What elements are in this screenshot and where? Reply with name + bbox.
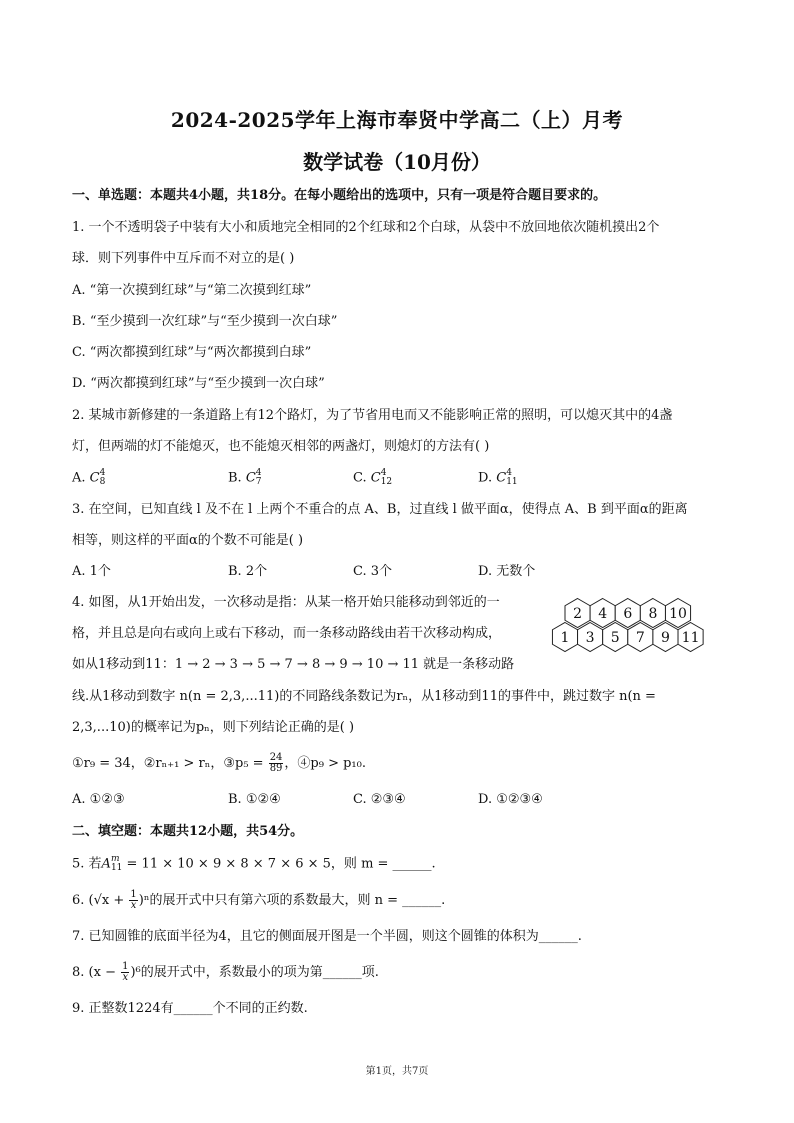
q4-hexagon-figure <box>548 597 718 657</box>
q1-option-c: C. “两次都摸到红球”与“两次都摸到白球” <box>72 345 312 360</box>
hexagon-label-8: 8 <box>648 606 658 622</box>
q1-stem-line2: 球．则下列事件中互斥而不对立的是( ) <box>72 251 295 266</box>
q5 <box>72 855 436 874</box>
q8 <box>72 962 379 983</box>
q4-fraction-numerator: 24 <box>269 752 283 763</box>
hexagon-row-top <box>565 599 691 628</box>
q2-option-c <box>353 469 392 488</box>
q7: 7. 已知圆锥的底面半径为4，且它的侧面展开图是一个半圆，则这个圆锥的体积为______. <box>72 929 582 944</box>
q2-option-d-label: D. <box>478 470 497 486</box>
q3-option-d: D. 无数个 <box>478 564 536 579</box>
q3-option-b: B. 2个 <box>228 564 268 579</box>
q8-prefix: 8. (x − <box>72 965 121 980</box>
q3-stem-line1: 3. 在空间，已知直线 l 及不在 l 上两个不重合的点 A、B，过直线 l 做平面α，使得点 A、B 到平面α的距离 <box>72 502 688 517</box>
q2-option-a-label: A. <box>72 470 90 486</box>
q4-option-a: A. ①②③ <box>72 792 125 807</box>
q4-stem-line2: 格，并且总是向右或向上或右下移动，而一条移动路线由若干次移动构成， <box>72 626 502 641</box>
q6 <box>72 890 445 911</box>
q4-stem-line5: 2,3,...10)的概率记为pₙ，则下列结论正确的是( ) <box>72 720 355 735</box>
q2-option-b-sub: 7 <box>255 477 262 487</box>
q5-prefix: 5. 若 <box>72 856 102 872</box>
q4-conditions <box>72 753 366 774</box>
q5-a-sup: m <box>110 854 120 864</box>
q3-option-a: A. 1个 <box>72 564 111 579</box>
q2-option-c-sup: 4 <box>380 468 387 478</box>
q9: 9. 正整数1224有______个不同的正约数. <box>72 1001 308 1016</box>
q2-option-c-sub: 12 <box>380 477 393 487</box>
q6-fraction <box>129 890 137 911</box>
q6-suffix: )ⁿ的展开式中只有第六项的系数最大，则 n = ______. <box>138 893 446 908</box>
exam-title: 2024-2025学年上海市奉贤中学高二（上）月考 <box>170 108 624 132</box>
q5-suffix: = 11 × 10 × 9 × 8 × 7 × 6 × 5，则 m = ______. <box>122 856 436 872</box>
q2-stem-line2: 灯，但两端的灯不能熄灭，也不能熄灭相邻的两盏灯，则熄灯的方法有( ) <box>72 439 490 454</box>
section-1-heading: 一、单选题：本题共4小题，共18分。在每小题给出的选项中，只有一项是符合题目要求的。 <box>72 188 607 203</box>
q4-fraction <box>269 753 284 774</box>
hexagon-label-6: 6 <box>623 606 633 622</box>
q1-option-d: D. “两次都摸到红球”与“至少摸到一次白球” <box>72 376 325 391</box>
section-2-heading: 二、填空题：本题共12小题，共54分。 <box>72 824 304 839</box>
q4-stem-line4: 线.从1移动到数字 n(n = 2,3,...11)的不同路线条数记为rₙ，从1移动到11的事件中，跳过数字 n(n = <box>72 689 656 704</box>
page-footer: 第1页，共7页 <box>365 1066 429 1077</box>
q1-option-a: A. “第一次摸到红球”与“第二次摸到红球” <box>72 283 312 298</box>
q2-option-a-symbol: C <box>89 470 100 486</box>
q4-stem-line3: 如从1移动到11：1 → 2 → 3 → 5 → 7 → 8 → 9 → 10 → 11 就是一条移动路 <box>72 657 515 672</box>
q5-a-sub: 11 <box>110 863 123 873</box>
q1-stem-line1: 1. 一个不透明袋子中装有大小和质地完全相同的2个红球和2个白球，从袋中不放回地依次随机摸出2个 <box>72 220 660 235</box>
q6-fraction-numerator: 1 <box>130 889 137 900</box>
q4-conditions-part2: ，④p₉ > p₁₀. <box>284 756 366 771</box>
q8-fraction-numerator: 1 <box>122 961 129 972</box>
hexagon-label-3: 3 <box>585 630 595 646</box>
q4-stem-line1: 4. 如图，从1开始出发，一次移动是指：从某一格开始只能移动到邻近的一 <box>72 595 500 610</box>
q2-option-d-sup: 4 <box>506 468 512 478</box>
q2-option-d-symbol: C <box>496 470 507 486</box>
hexagon-label-10: 10 <box>669 606 687 622</box>
q2-option-b-symbol: C <box>245 470 256 486</box>
q2-option-b-label: B. <box>228 470 246 486</box>
q2-stem-line1: 2. 某城市新修建的一条道路上有12个路灯，为了节省用电而又不能影响正常的照明，可以熄灭其中的4盏 <box>72 408 673 423</box>
q4-option-b: B. ①②④ <box>228 792 281 807</box>
q2-option-a-sub: 8 <box>99 477 106 487</box>
q2-option-a <box>72 469 105 488</box>
hexagon-label-2: 2 <box>573 606 583 622</box>
hexagon-label-4: 4 <box>598 606 608 622</box>
q2-option-d-sub: 11 <box>506 477 518 487</box>
hexagon-label-11: 11 <box>681 630 700 646</box>
q2-option-a-sup: 4 <box>99 468 106 478</box>
q6-prefix: 6. (√x + <box>72 893 129 908</box>
hexagon-label-9: 9 <box>660 630 670 646</box>
q8-fraction-denominator: x <box>122 972 129 983</box>
q2-option-c-symbol: C <box>370 470 381 486</box>
q3-stem-line2: 相等，则这样的平面α的个数不可能是( ) <box>72 533 304 548</box>
q4-fraction-denominator: 89 <box>269 763 283 774</box>
q1-option-b: B. “至少摸到一次红球”与“至少摸到一次白球” <box>72 314 338 329</box>
q4-conditions-part1: ①r₉ = 34，②rₙ₊₁ > rₙ，③p₅ = <box>72 756 268 771</box>
hexagon-label-5: 5 <box>610 630 620 646</box>
hexagon-label-1: 1 <box>560 630 570 646</box>
q2-option-b <box>228 469 262 488</box>
hexagon-label-7: 7 <box>635 630 645 646</box>
q4-option-c: C. ②③④ <box>353 792 406 807</box>
exam-subtitle: 数学试卷（10月份） <box>303 150 491 174</box>
q3-option-c: C. 3个 <box>353 564 393 579</box>
q2-option-d <box>478 469 518 488</box>
q8-suffix: )⁶的展开式中，系数最小的项为第______项. <box>130 965 379 980</box>
q6-fraction-denominator: x <box>130 900 137 911</box>
q5-a-symbol: A <box>101 856 111 872</box>
q4-option-d: D. ①②③④ <box>478 792 543 807</box>
q8-fraction <box>121 962 129 983</box>
q2-option-c-label: C. <box>353 470 371 486</box>
q2-option-b-sup: 4 <box>255 468 262 478</box>
